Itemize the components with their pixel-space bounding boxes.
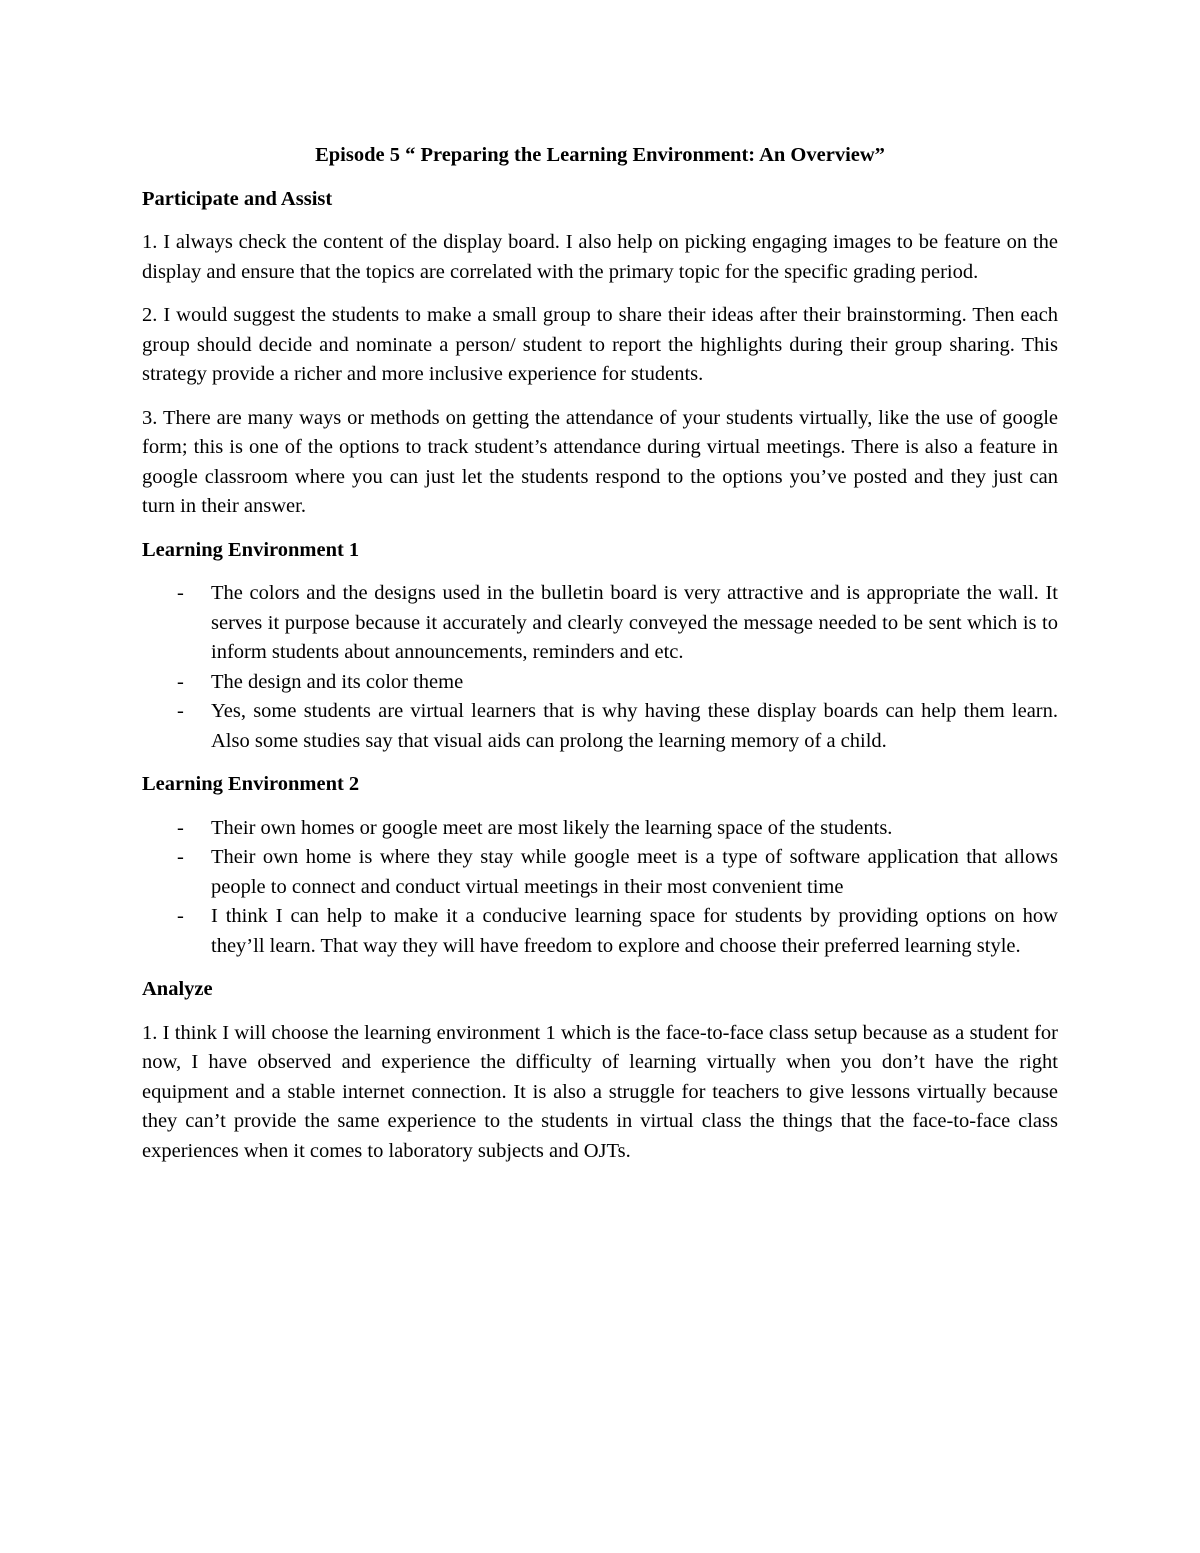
section-heading-analyze: Analyze <box>142 978 213 1000</box>
list-item <box>142 579 1058 668</box>
list-item <box>142 814 1058 844</box>
participate-paragraph-3: 3. There are many ways or methods on getting the attendance of your students virtually, like the use of google form; this is one of the options to track student’s attendance during virtual meetings. There is also a feature in google classroom where you can just let the students respond to the options you’ve posted and they just can turn in their answer. <box>142 406 1058 517</box>
env2-bullet-list <box>142 814 1058 962</box>
list-item-text: The colors and the designs used in the bulletin board is very attractive and is appropriate the wall. It serves it purpose because it accurately and clearly conveyed the message needed to be sent which is to inform students about announcements, reminders and etc. <box>211 582 1058 663</box>
dash-bullet-icon: - <box>177 700 184 722</box>
section-heading-participate: Participate and Assist <box>142 187 333 210</box>
env1-bullet-list <box>142 579 1058 756</box>
dash-bullet-icon: - <box>177 670 184 693</box>
list-item <box>142 843 1058 902</box>
list-item-text: Their own homes or google meet are most likely the learning space of the students. <box>211 816 893 839</box>
list-item <box>142 697 1058 756</box>
list-item-text: The design and its color theme <box>211 670 464 693</box>
dash-bullet-icon: - <box>177 816 184 839</box>
analyze-paragraph-1: 1. I think I will choose the learning environment 1 which is the face-to-face class setup because as a student for now, I have observed and experience the difficulty of learning virtually when you don’t have the right equipment and a stable internet connection. It is also a struggle for teachers to give lessons virtually because they can’t provide the same experience to the students in virtual class the things that the face-to-face class experiences when it comes to laboratory subjects and OJTs. <box>142 1021 1058 1162</box>
section-heading-env1: Learning Environment 1 <box>142 538 360 561</box>
section-heading-env2: Learning Environment 2 <box>142 773 360 795</box>
participate-paragraph-1: 1. I always check the content of the display board. I also help on picking engaging images to be feature on the display and ensure that the topics are correlated with the primary topic for the specific grading period. <box>142 231 1058 283</box>
list-item-text: Yes, some students are virtual learners that is why having these display boards can help them learn. Also some studies say that visual aids can prolong the learning memory of a child. <box>211 700 1058 752</box>
document-body <box>142 141 1058 1180</box>
participate-paragraph-2: 2. I would suggest the students to make a small group to share their ideas after their brainstorming. Then each group should decide and nominate a person/ student to report the highlights during their group sharing. This strategy provide a richer and more inclusive experience for students. <box>142 304 1058 385</box>
list-item <box>142 668 1058 698</box>
list-item-text: I think I can help to make it a conducive learning space for students by providing options on how they’ll learn. That way they will have freedom to explore and choose their preferred learning style. <box>211 905 1058 957</box>
dash-bullet-icon: - <box>177 905 184 927</box>
dash-bullet-icon: - <box>177 582 184 604</box>
dash-bullet-icon: - <box>177 846 184 868</box>
document-title: Episode 5 “ Preparing the Learning Environment: An Overview” <box>315 144 885 166</box>
list-item <box>142 902 1058 961</box>
list-item-text: Their own home is where they stay while google meet is a type of software application that allows people to connect and conduct virtual meetings in their most convenient time <box>211 846 1058 898</box>
